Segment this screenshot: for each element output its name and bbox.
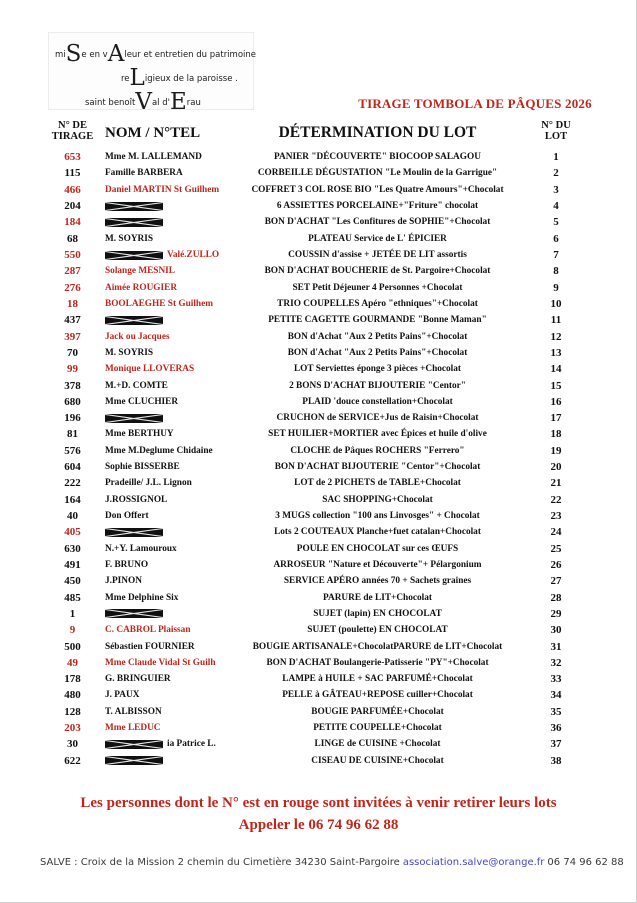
table-row	[40, 720, 597, 736]
winner-name-cell	[105, 168, 240, 178]
table-row	[40, 443, 597, 459]
logo-text: mi	[55, 50, 66, 60]
tirage-number: 49	[67, 656, 78, 669]
winner-name-cell	[105, 723, 240, 733]
logo-text: e en v	[81, 50, 108, 60]
tirage-number: 30	[67, 738, 78, 751]
tirage-number: 653	[64, 151, 81, 164]
lot-number: 38	[550, 754, 562, 767]
tirage-number: 450	[64, 575, 81, 588]
lot-number: 1	[553, 151, 559, 164]
winner-name-cell	[105, 560, 240, 570]
lot-description: SET Petit Déjeuner 4 Personnes +Chocolat	[292, 282, 463, 293]
lot-description: BON D'ACHAT Boulangerie-Patisserie "PY"+Chocolat	[266, 657, 489, 668]
tirage-number: 500	[64, 640, 81, 653]
header-lot-determination: DÉTERMINATION DU LOT	[278, 124, 477, 141]
winner-name-text: Famille BARBERA	[105, 168, 183, 179]
redacted-name-bar	[105, 756, 163, 765]
winner-name-cell	[105, 429, 240, 439]
lot-number: 5	[553, 216, 559, 229]
contact-line	[40, 857, 624, 868]
winner-name-cell	[105, 674, 240, 684]
email-link[interactable]: association.salve@orange.fr	[402, 857, 545, 868]
lot-number: 24	[550, 526, 562, 539]
table-row	[40, 508, 597, 524]
table-row	[40, 182, 597, 198]
tirage-number: 491	[64, 558, 81, 571]
winner-name-cell	[105, 202, 240, 211]
table-row	[40, 492, 597, 508]
lot-number: 12	[550, 330, 562, 343]
winner-name-text: Valé.ZULLO	[167, 250, 220, 261]
winner-name-cell	[105, 414, 240, 423]
lot-description: LAMPE à HUILE + SAC PARFUMÉ+Chocolat	[282, 674, 473, 685]
lot-number: 11	[550, 314, 562, 327]
winner-name-cell	[105, 690, 240, 700]
tirage-number: 480	[64, 689, 81, 702]
winner-name-text: M. SOYRIS	[105, 347, 154, 358]
tirage-number: 184	[64, 216, 81, 229]
logo-text: al d'	[151, 98, 170, 108]
lot-number: 29	[550, 607, 562, 620]
lot-number: 20	[550, 461, 562, 474]
lot-number: 19	[550, 444, 562, 457]
winner-name-cell	[105, 332, 240, 342]
table-row	[40, 328, 597, 344]
lot-number: 4	[553, 200, 559, 213]
table-row	[40, 263, 597, 279]
table-row	[40, 622, 597, 638]
tirage-number: 1	[69, 607, 76, 620]
lot-description: SAC SHOPPING+Chocolat	[322, 494, 433, 505]
winner-name-cell	[105, 462, 240, 472]
table-row	[40, 410, 597, 426]
lot-description: PETITE CAGETTE GOURMANDE "Bonne Maman"	[268, 315, 487, 326]
lot-number: 35	[550, 705, 562, 718]
table-row	[40, 687, 597, 703]
winner-name-cell	[105, 756, 240, 765]
lot-number: 8	[553, 265, 559, 278]
logo-text: leur et entretien du patrimoine	[124, 50, 257, 60]
lot-description: BON D'ACHAT BOUCHERIE de St. Pargoire+Chocolat	[264, 266, 491, 277]
table-row	[40, 165, 597, 181]
lot-number: 21	[550, 477, 562, 490]
header-lot-line2: LOT	[544, 131, 568, 142]
table-row	[40, 589, 597, 605]
table-row	[40, 280, 597, 296]
table-row	[40, 231, 597, 247]
tirage-number: 40	[67, 510, 78, 523]
lot-description: 2 BONS D'ACHAT BIJOUTERIE "Centor"	[289, 380, 466, 391]
lot-number: 13	[550, 346, 562, 359]
lot-number: 30	[550, 624, 562, 637]
winner-name-text: Don Offert	[105, 511, 149, 522]
page-title: TIRAGE TOMBOLA DE PÂQUES 2026	[358, 96, 592, 111]
table-body	[40, 149, 597, 769]
winner-name-cell	[105, 739, 240, 749]
redacted-name-bar	[105, 218, 163, 227]
lot-description: BOUGIE PARFUMÉE+Chocolat	[311, 706, 444, 717]
winner-name-text: Mme BERTHUY	[105, 429, 174, 440]
table-row	[40, 377, 597, 393]
winner-name-cell	[105, 528, 240, 537]
lot-number: 10	[550, 297, 562, 310]
winner-name-text: Aimée ROUGIER	[105, 282, 178, 293]
logo-line-1	[55, 36, 257, 67]
tirage-number: 378	[64, 379, 81, 392]
redacted-name-bar	[105, 609, 163, 618]
table-row	[40, 214, 597, 230]
winner-name-cell	[105, 364, 240, 374]
lot-description: PLAID 'douce constellation+Chocolat	[302, 396, 453, 407]
tirage-number: 68	[67, 232, 78, 245]
lot-number: 25	[550, 542, 562, 555]
lot-description: COFFRET 3 COL ROSE BIO "Les Quatre Amours"+Chocolat	[251, 184, 504, 195]
lot-description: CISEAU DE CUISINE+Chocolat	[311, 755, 444, 766]
table-row	[40, 524, 597, 540]
lot-description: ARROSEUR "Nature et Découverte"+ Pélargonium	[273, 559, 482, 570]
tirage-number: 604	[64, 461, 81, 474]
winner-name-cell	[105, 609, 240, 618]
tirage-number: 9	[69, 624, 76, 637]
lot-number: 2	[553, 167, 559, 180]
lot-description: SUJET (lapin) EN CHOCOLAT	[313, 608, 442, 619]
lot-number: 37	[550, 738, 562, 751]
lot-description: CORBEILLE DÉGUSTATION "Le Moulin de la Garrigue"	[257, 168, 498, 179]
winner-name-cell	[105, 234, 240, 244]
table-row	[40, 541, 597, 557]
tirage-number: 276	[64, 281, 81, 294]
winner-name-cell	[105, 250, 240, 260]
logo-line-3	[85, 84, 253, 115]
lot-description: CRUCHON de SERVICE+Jus de Raisin+Chocolat	[276, 413, 479, 424]
winner-name-text: G. BRINGUIER	[105, 674, 171, 685]
tirage-number: 287	[64, 265, 81, 278]
lot-description: 3 MUGS collection "100 ans Linvosges" + Chocolat	[275, 511, 480, 522]
logo-big-letter-e: E	[169, 89, 187, 115]
tirage-number: 622	[64, 754, 81, 767]
lot-description: LINGE de CUISINE +Chocolat	[314, 739, 441, 750]
winner-name-cell	[105, 218, 240, 227]
lot-description: BON D'ACHAT "Les Confitures de SOPHIE"+Chocolat	[264, 217, 491, 228]
lot-number: 34	[550, 689, 562, 702]
table-row	[40, 149, 597, 165]
contact-phone: 06 74 96 62 88	[547, 857, 624, 868]
tirage-number: 576	[64, 444, 81, 457]
winner-name-text: Monique LLOVERAS	[105, 364, 195, 375]
table-row	[40, 655, 597, 671]
winner-name-cell	[105, 495, 240, 505]
winner-name-cell	[105, 642, 240, 652]
logo-line-2	[121, 60, 253, 91]
tirage-number: 630	[64, 542, 81, 555]
tirage-number: 203	[64, 722, 81, 735]
table-row	[40, 573, 597, 589]
logo-big-letter-a: A	[107, 41, 125, 67]
winner-name-cell	[105, 593, 240, 603]
winner-name-text: Solange MESNIL	[105, 266, 175, 277]
tirage-number: 222	[64, 477, 81, 490]
winner-name-text: M. SOYRIS	[105, 233, 154, 244]
table-row	[40, 557, 597, 573]
lot-description: Lots 2 COUTEAUX Planche+fuet catalan+Chocolat	[274, 527, 481, 538]
table-row	[40, 247, 597, 263]
winner-name-cell	[105, 348, 240, 358]
tirage-number: 196	[64, 412, 81, 425]
lot-number: 6	[553, 232, 559, 245]
lot-number: 31	[550, 640, 562, 653]
salve-logo	[48, 32, 257, 115]
winner-name-cell	[105, 658, 240, 668]
table-row	[40, 459, 597, 475]
lot-description: SERVICE APÉRO années 70 + Sachets graines	[283, 576, 472, 587]
tirage-number: 405	[64, 526, 81, 539]
logo-big-letter-l: L	[129, 65, 145, 91]
red-notice	[0, 792, 637, 836]
lot-description: BON D'ACHAT BIJOUTERIE "Centor"+Chocolat	[274, 462, 481, 473]
lot-description: PARURE de LIT+Chocolat	[323, 592, 432, 603]
winner-name-cell	[105, 185, 240, 195]
lot-number: 33	[550, 673, 562, 686]
tirage-number: 178	[64, 673, 81, 686]
table-header	[40, 120, 597, 142]
table-row	[40, 671, 597, 687]
table-row	[40, 638, 597, 654]
table-row	[40, 345, 597, 361]
winner-name-text: Sébastien FOURNIER	[105, 641, 195, 652]
winner-name-text: Sophie BISSERBE	[105, 462, 180, 473]
lot-description: 6 ASSIETTES PORCELAINE+"Friture" chocolat	[276, 201, 479, 212]
winner-name-text: J. PAUX	[105, 690, 140, 701]
table-row	[40, 361, 597, 377]
lot-description: LOT de 2 PICHETS de TABLE+Chocolat	[294, 478, 461, 489]
winner-name-text: Jack ou Jacques	[105, 331, 170, 342]
table-row	[40, 312, 597, 328]
lot-description: TRIO COUPELLES Apéro "ethniques"+Chocolat	[277, 298, 478, 309]
logo-big-letter-s: S	[65, 41, 82, 67]
tirage-number: 81	[67, 428, 78, 441]
lot-number: 16	[550, 395, 562, 408]
winner-name-cell	[105, 576, 240, 586]
table-row	[40, 704, 597, 720]
table-row	[40, 753, 597, 769]
lot-description: LOT Serviettes éponge 3 pièces +Chocolat	[293, 364, 462, 375]
lot-description: COUSSIN d'assise + JETÉE DE LIT assortis	[288, 250, 467, 261]
winner-name-text: Mme M. LALLEMAND	[105, 152, 202, 163]
tirage-number: 204	[64, 200, 81, 213]
winner-name-text: Mme M.Deglume Chidaine	[105, 445, 213, 456]
tirage-number: 466	[64, 183, 81, 196]
lot-description: PELLE à GÂTEAU+REPOSE cuiller+Chocolat	[282, 690, 473, 701]
winner-name-text: F. BRUNO	[105, 559, 149, 570]
redacted-name-bar	[105, 251, 163, 260]
tirage-number: 550	[64, 249, 81, 262]
winner-name-cell	[105, 544, 240, 554]
lot-description: PETITE COUPELLE+Chocolat	[313, 723, 442, 734]
redacted-name-bar	[105, 740, 163, 749]
winner-name-cell	[105, 152, 240, 162]
winner-name-cell	[105, 397, 240, 407]
lot-number: 27	[550, 575, 562, 588]
logo-big-letter-v: V	[135, 89, 152, 115]
header-lot-line1: N° DU	[541, 120, 571, 131]
tirage-number: 680	[64, 395, 81, 408]
winner-name-cell	[105, 299, 240, 309]
redacted-name-bar	[105, 414, 163, 423]
tirage-number: 485	[64, 591, 81, 604]
notice-line-1: Les personnes dont le N° est en rouge sont invitées à venir retirer leurs lots	[80, 795, 557, 811]
lot-number: 36	[550, 722, 562, 735]
header-name-tel: NOM / N°TEL	[105, 125, 201, 141]
table-row	[40, 475, 597, 491]
logo-text: saint benoît	[85, 98, 136, 108]
winner-name-text: BOOLAEGHE St Guilhem	[105, 298, 213, 309]
notice-line-2: Appeler le 06 74 96 62 88	[238, 817, 399, 833]
logo-text: re	[121, 74, 130, 84]
tirage-number: 164	[64, 493, 81, 506]
winner-name-cell	[105, 707, 240, 717]
lot-description: BON d'Achat "Aux 2 Petits Pains"+Chocolat	[287, 347, 468, 358]
table-row	[40, 296, 597, 312]
tirage-number: 70	[67, 346, 78, 359]
lot-description: SET HUILIER+MORTIER avec Épices et huile d'olive	[268, 429, 487, 440]
winner-name-text: Pradeille/ J.L. Lignon	[105, 478, 192, 489]
lot-description: SUJET (poulette) EN CHOCOLAT	[307, 625, 448, 636]
redacted-name-bar	[105, 528, 163, 537]
header-tirage-number	[40, 120, 105, 142]
winner-name-text: ia Patrice L.	[167, 739, 216, 750]
header-lot-number	[515, 120, 597, 142]
lot-number: 14	[550, 363, 562, 376]
lot-description: POULE EN CHOCOLAT sur ces ŒUFS	[296, 543, 459, 554]
tirage-number: 437	[64, 314, 81, 327]
contact-address: SALVE : Croix de la Mission 2 chemin du Cimetière 34230 Saint-Pargoire	[40, 857, 400, 868]
redacted-name-bar	[105, 316, 163, 325]
winner-name-cell	[105, 511, 240, 521]
header-tirage-line1: N° DE	[58, 120, 87, 131]
winner-name-text: T. ALBISSON	[105, 706, 162, 717]
table-row	[40, 606, 597, 622]
lot-number: 18	[550, 428, 562, 441]
tirage-number: 115	[64, 167, 81, 180]
lot-number: 9	[553, 281, 559, 294]
lot-number: 17	[550, 412, 562, 425]
lot-number: 7	[553, 249, 559, 262]
lot-number: 28	[550, 591, 562, 604]
winner-name-text: J.ROSSIGNOL	[105, 494, 168, 505]
winner-name-text: N.+Y. Lamouroux	[105, 543, 177, 554]
winner-name-cell	[105, 625, 240, 635]
lot-number: 26	[550, 558, 562, 571]
winner-name-cell	[105, 316, 240, 325]
lot-number: 3	[553, 183, 559, 196]
winner-name-text: Mme LEDUC	[105, 723, 161, 734]
lot-number: 32	[550, 656, 562, 669]
tirage-number: 128	[64, 705, 81, 718]
winner-name-text: Mme CLUCHIER	[105, 396, 179, 407]
winner-name-text: J.PINON	[105, 576, 142, 587]
table-row	[40, 426, 597, 442]
tirage-number: 99	[67, 363, 78, 376]
lot-number: 22	[550, 493, 562, 506]
table-row	[40, 736, 597, 752]
winner-name-cell	[105, 446, 240, 456]
winner-name-cell	[105, 283, 240, 293]
winner-name-cell	[105, 478, 240, 488]
header-tirage-line2: TIRAGE	[51, 131, 94, 142]
lot-description: BON d'Achat "Aux 2 Petits Pains"+Chocolat	[287, 331, 468, 342]
table-row	[40, 198, 597, 214]
winner-name-text: M.+D. COMTE	[105, 380, 168, 391]
lot-number: 23	[550, 510, 562, 523]
winner-name-cell	[105, 381, 240, 391]
winner-name-text: C. CABROL Plaissan	[105, 625, 191, 636]
logo-text: rau	[186, 98, 201, 108]
winner-name-text: Mme Delphine Six	[105, 592, 179, 603]
logo-text: igieux de la paroisse .	[144, 74, 238, 84]
tirage-number: 18	[67, 297, 78, 310]
lot-number: 15	[550, 379, 562, 392]
lot-description: PANIER "DÉCOUVERTE" BIOCOOP SALAGOU	[274, 152, 481, 163]
redacted-name-bar	[105, 202, 163, 211]
lot-description: BOUGIE ARTISANALE+ChocolatPARURE de LIT+Chocolat	[252, 641, 503, 652]
table-row	[40, 394, 597, 410]
winner-name-cell	[105, 266, 240, 276]
lot-description: PLATEAU Service de L' ÉPICIER	[308, 233, 447, 244]
winner-name-text: Mme Claude Vidal St Guilh	[105, 657, 216, 668]
lot-description: CLOCHE de Pâques ROCHERS "Ferrero"	[290, 445, 465, 456]
tirage-number: 397	[64, 330, 81, 343]
winner-name-text: Daniel MARTIN St Guilhem	[105, 184, 220, 195]
